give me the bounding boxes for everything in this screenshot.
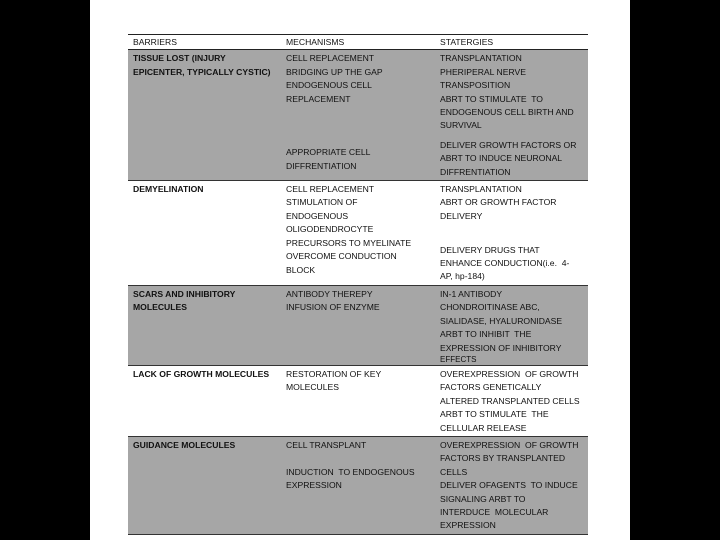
mechanisms-cell bbox=[281, 365, 435, 436]
strategy-text: SURVIVAL bbox=[440, 120, 482, 131]
barrier-cell bbox=[128, 285, 281, 365]
strategy-text: FACTORS GENETICALLY bbox=[440, 382, 542, 393]
mechanism-text: REPLACEMENT bbox=[286, 93, 351, 104]
strategy-text: PHERIPERAL NERVE bbox=[440, 66, 526, 77]
strategy-text: ARBT TO INHIBIT THE bbox=[440, 329, 532, 340]
strategy-text: DELIVERY DRUGS THAT bbox=[440, 244, 540, 255]
barrier-cell bbox=[128, 181, 281, 286]
mechanism-text: ENDOGENOUS CELL bbox=[286, 80, 372, 91]
strategy-text: OVEREXPRESSION OF GROWTH bbox=[440, 368, 579, 379]
slide-page bbox=[90, 0, 630, 540]
table-row bbox=[128, 436, 588, 534]
strategy-text: DELIVER OFAGENTS TO INDUCE bbox=[440, 480, 578, 491]
mechanism-text: MOLECULES bbox=[286, 382, 340, 393]
strategy-text: TRANSPLANTATION bbox=[440, 53, 522, 64]
barrier-text: TISSUE LOST (INJURY bbox=[133, 53, 226, 64]
mechanism-text: OVERCOME CONDUCTION bbox=[286, 251, 397, 262]
header-mechanisms: MECHANISMS bbox=[281, 35, 435, 50]
barrier-cell bbox=[128, 365, 281, 436]
mechanism-text: DIFFRENTIATION bbox=[286, 160, 357, 171]
mechanism-text: INFUSION OF ENZYME bbox=[286, 302, 380, 313]
barriers-table bbox=[128, 34, 588, 535]
strategy-text: TRANSPLANTATION bbox=[440, 184, 522, 195]
mechanism-text: RESTORATION OF KEY bbox=[286, 368, 382, 379]
mechanism-text: ANTIBODY THEREPY bbox=[286, 288, 373, 299]
mechanisms-cell bbox=[281, 285, 435, 365]
header-strategies: STATERGIES bbox=[435, 35, 588, 50]
barrier-text: SCARS AND INHIBITORY bbox=[133, 288, 236, 299]
strategy-text: DELIVERY bbox=[440, 210, 483, 221]
strategy-text: TRANSPOSITION bbox=[440, 80, 511, 91]
barrier-text: LACK OF GROWTH MOLECULES bbox=[133, 368, 270, 379]
strategies-cell bbox=[435, 181, 588, 286]
table-row bbox=[128, 50, 588, 181]
strategy-text: SIALIDASE, HYALURONIDASE bbox=[440, 315, 563, 326]
strategies-cell bbox=[435, 436, 588, 534]
strategy-text: CELLS bbox=[440, 466, 468, 477]
mechanism-text: CELL REPLACEMENT bbox=[286, 53, 375, 64]
strategy-text: ALTERED TRANSPLANTED CELLS bbox=[440, 395, 580, 406]
barrier-cell bbox=[128, 50, 281, 181]
barrier-text: DEMYELINATION bbox=[133, 184, 204, 195]
mechanism-text: BLOCK bbox=[286, 264, 316, 275]
strategies-cell bbox=[435, 285, 588, 365]
strategy-text: SIGNALING ARBT TO bbox=[440, 493, 526, 504]
strategy-text: OVEREXPRESSION OF GROWTH bbox=[440, 439, 579, 450]
strategy-text: ABRT OR GROWTH FACTOR bbox=[440, 197, 557, 208]
barrier-text: GUIDANCE MOLECULES bbox=[133, 439, 236, 450]
barrier-text: EPICENTER, TYPICALLY CYSTIC) bbox=[133, 66, 271, 77]
mechanism-text: PRECURSORS TO MYELINATE bbox=[286, 237, 412, 248]
mechanism-text: OLIGODENDROCYTE bbox=[286, 224, 374, 235]
strategy-text: INTERDUCE MOLECULAR bbox=[440, 506, 549, 517]
table-header-row bbox=[128, 35, 588, 50]
mechanisms-cell bbox=[281, 181, 435, 286]
mechanism-text: ENDOGENOUS bbox=[286, 210, 349, 221]
strategy-text: IN-1 ANTIBODY bbox=[440, 288, 503, 299]
barrier-text: MOLECULES bbox=[133, 302, 187, 313]
strategy-text: AP, hp-184) bbox=[440, 271, 485, 282]
barrier-cell bbox=[128, 436, 281, 534]
strategy-text: FACTORS BY TRANSPLANTED bbox=[440, 453, 566, 464]
mechanism-text: STIMULATION OF bbox=[286, 197, 358, 208]
mechanism-text: BRIDGING UP THE GAP bbox=[286, 66, 383, 77]
strategy-text: ABRT TO STIMULATE TO bbox=[440, 93, 543, 104]
strategy-text: EXPRESSION bbox=[440, 520, 496, 531]
table-row bbox=[128, 365, 588, 436]
strategy-text: DELIVER GROWTH FACTORS OR bbox=[440, 139, 577, 150]
strategy-text: EXPRESSION OF INHIBITORY bbox=[440, 342, 562, 353]
strategy-text: ABRT TO INDUCE NEURONAL bbox=[440, 153, 563, 164]
mechanism-text: INDUCTION TO ENDOGENOUS bbox=[286, 466, 415, 477]
strategy-text: ARBT TO STIMULATE THE bbox=[440, 409, 549, 420]
mechanism-text: CELL REPLACEMENT bbox=[286, 184, 375, 195]
table-row bbox=[128, 181, 588, 286]
strategy-text: EFFECTS bbox=[440, 354, 477, 364]
header-barriers: BARRIERS bbox=[128, 35, 281, 50]
mechanisms-cell bbox=[281, 436, 435, 534]
strategy-text: ENHANCE CONDUCTION(i.e. 4- bbox=[440, 258, 570, 269]
mechanisms-cell bbox=[281, 50, 435, 181]
strategy-text: CELLULAR RELEASE bbox=[440, 422, 527, 433]
strategy-text: CHONDROITINASE ABC, bbox=[440, 302, 540, 313]
strategies-cell bbox=[435, 365, 588, 436]
mechanism-text: CELL TRANSPLANT bbox=[286, 439, 367, 450]
mechanism-text: EXPRESSION bbox=[286, 480, 342, 491]
mechanism-text: APPROPRIATE CELL bbox=[286, 147, 371, 158]
table-row bbox=[128, 285, 588, 365]
strategies-cell bbox=[435, 50, 588, 181]
strategy-text: DIFFRENTIATION bbox=[440, 166, 511, 177]
strategy-text: ENDOGENOUS CELL BIRTH AND bbox=[440, 107, 574, 118]
